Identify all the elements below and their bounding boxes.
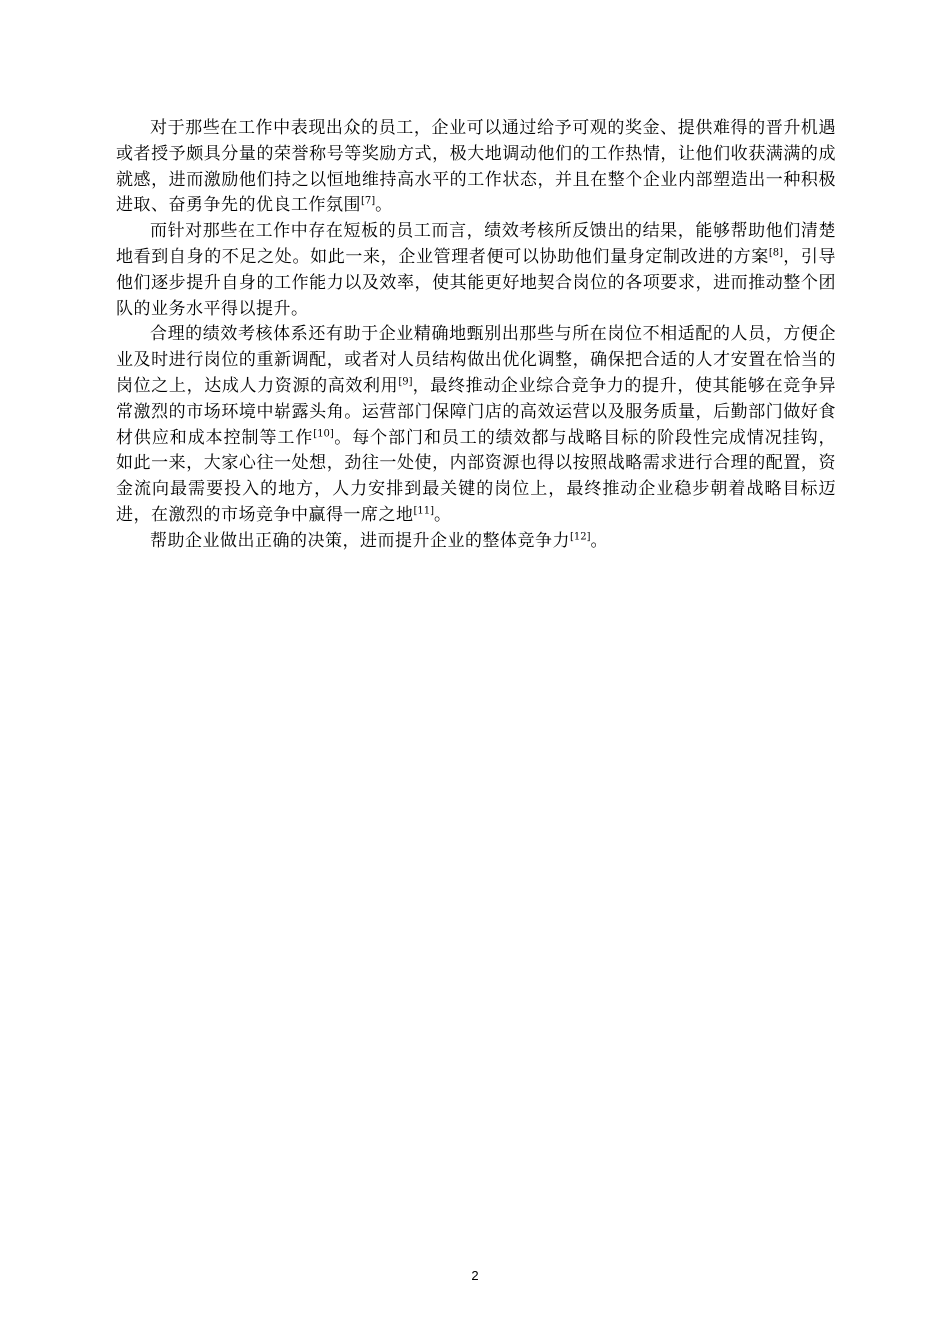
citation-marker: [8] bbox=[768, 247, 784, 259]
paragraph-text: 帮助企业做出正确的决策，进而提升企业的整体竞争力 bbox=[150, 530, 570, 551]
paragraph-text: 。每个部门和员工的绩效都与战略目标的阶段性完成情况挂钩，如此一来，大家心往一处想，劲往一处使，内部资源也得以按照战略需求进行合理的配置，资金流向最需要投入的地方，人力安排到最关键的岗位上，最终推动企业稳步朝着战略目标迈进，在激烈的市场竞争中赢得一席之地 bbox=[116, 427, 837, 525]
paragraph bbox=[116, 116, 836, 219]
paragraph-text: 而针对那些在工作中存在短板的员工而言，绩效考核所反馈出的结果，能够帮助他们清楚地看到自身的不足之处。如此一来，企业管理者便可以协助他们量身定制改进的方案 bbox=[116, 221, 836, 267]
paragraph-text: 。 bbox=[434, 504, 452, 525]
citation-marker: [10] bbox=[313, 427, 334, 439]
paragraph bbox=[116, 529, 836, 555]
paragraph-text: 。 bbox=[375, 195, 393, 216]
document-body bbox=[116, 116, 836, 555]
paragraph-text: ，最终推动企业综合竞争力的提升，使其能够在竞争异常激烈的市场环境中崭露头角。运营部门保障门店的高效运营以及服务质量，后勤部门做好食材供应和成本控制等工作 bbox=[116, 375, 837, 448]
paragraph-text: 。 bbox=[590, 530, 609, 551]
citation-marker: [11] bbox=[413, 505, 435, 517]
citation-marker: [12] bbox=[570, 531, 591, 543]
paragraph bbox=[116, 219, 836, 322]
paragraph bbox=[116, 322, 836, 528]
page-number: 2 bbox=[471, 1268, 479, 1283]
paragraph-text: ，引导他们逐步提升自身的工作能力以及效率，使其能更好地契合岗位的各项要求，进而推动整个团队的业务水平得以提升。 bbox=[116, 246, 836, 319]
citation-marker: [7] bbox=[361, 195, 376, 207]
paragraph-text: 合理的绩效考核体系还有助于企业精确地甄别出那些与所在岗位不相适配的人员，方便企业及时进行岗位的重新调配，或者对人员结构做出优化调整，确保把合适的人才安置在恰当的岗位之上，达成人力资源的高效利用 bbox=[116, 324, 836, 396]
paragraph-text: 对于那些在工作中表现出众的员工，企业可以通过给予可观的奖金、提供难得的晋升机遇或者授予颇具分量的荣誉称号等奖励方式，极大地调动他们的工作热情，让他们收获满满的成就感，进而激励他们持之以恒地维持高水平的工作状态，并且在整个企业内部塑造出一种积极进取、奋勇争先的优良工作氛围 bbox=[116, 118, 836, 216]
citation-marker: [9] bbox=[398, 376, 413, 388]
